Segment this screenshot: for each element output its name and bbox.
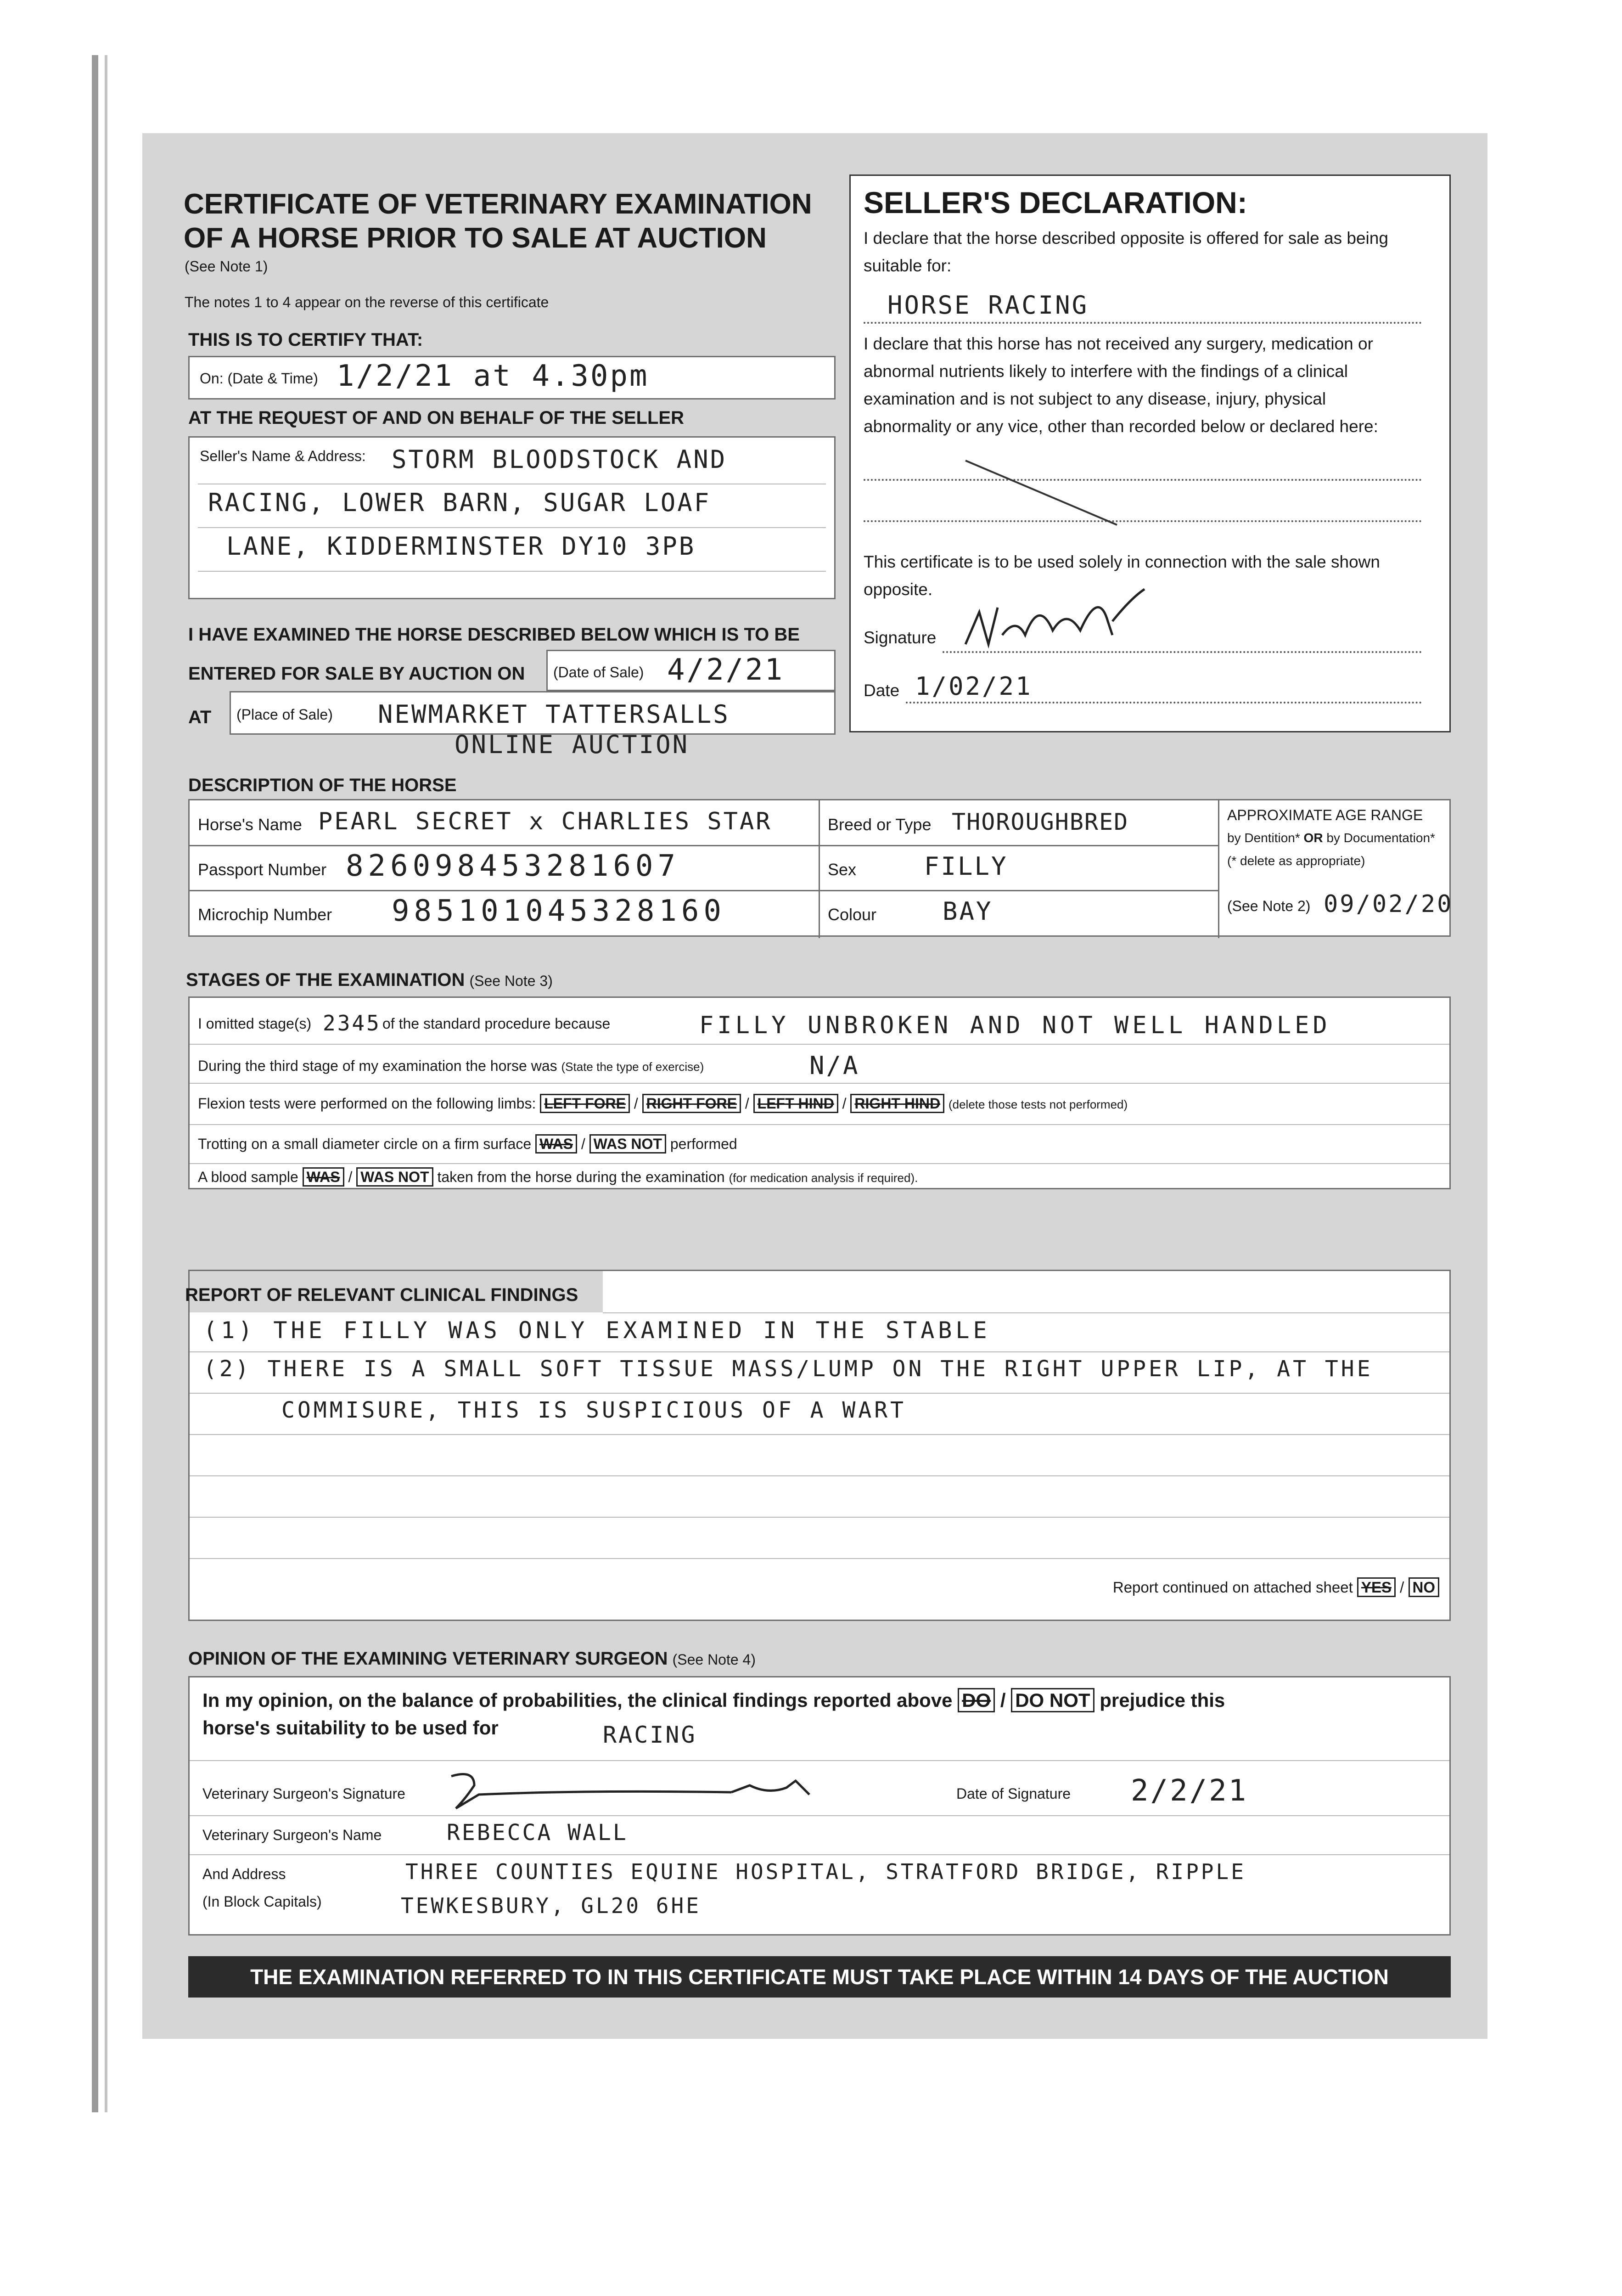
report-heading: REPORT OF RELEVANT CLINICAL FINDINGS [185, 1285, 578, 1305]
stages-rule-1 [190, 1044, 1449, 1045]
declaration-text1-line1: I declare that the horse described opposite is offered for sale as being [864, 229, 1388, 248]
opinion-sep: / [1000, 1689, 1006, 1711]
blood-was-not: WAS NOT [356, 1167, 433, 1187]
description-row-rule-2 [190, 890, 1218, 891]
opinion-heading [188, 1649, 756, 1669]
footer-banner: THE EXAMINATION REFERRED TO IN THIS CERTIFICATE MUST TAKE PLACE WITHIN 14 DAYS OF THE AUCTION [188, 1956, 1451, 1998]
sex-value: FILLY [924, 852, 1008, 881]
flexion-right-fore: RIGHT FORE [642, 1094, 741, 1113]
opinion-text-part2: prejudice this [1100, 1689, 1225, 1711]
declaration-text3-line2: opposite. [864, 580, 933, 599]
opinion-heading-text: OPINION OF THE EXAMINING VETERINARY SURGEON [188, 1649, 668, 1669]
declaration-text2-line1: I declare that this horse has not received any surgery, medication or [864, 334, 1373, 353]
opinion-used-for: RACING [603, 1722, 697, 1748]
place-of-sale-box [230, 691, 836, 735]
blood-row [198, 1169, 918, 1186]
description-row-rule-1 [190, 845, 1218, 846]
trotting-was: WAS [535, 1134, 577, 1154]
seller-declaration-heading: SELLER'S DECLARATION: [864, 186, 1247, 219]
seller-address-line3: LANE, KIDDERMINSTER DY10 3PB [226, 532, 696, 561]
opinion-text-line2: horse's suitability to be used for [202, 1717, 499, 1739]
trotting-row [198, 1136, 737, 1153]
seller-declaration-box [849, 174, 1451, 732]
seller-rule-2 [198, 527, 826, 528]
declaration-text3-line1: This certificate is to be used solely in connection with the sale shown [864, 552, 1380, 571]
description-heading: DESCRIPTION OF THE HORSE [188, 775, 457, 795]
omitted-value: 2345 [323, 1011, 381, 1035]
age-or: OR [1303, 831, 1323, 845]
seller-address-line1: STORM BLOODSTOCK AND [392, 445, 727, 474]
certificate-sheet [142, 133, 1487, 2039]
vet-signature-label: Veterinary Surgeon's Signature [202, 1785, 405, 1802]
declaration-text1-line2: suitable for: [864, 256, 952, 275]
report-rule-6 [190, 1558, 1449, 1559]
flexion-sep-3: / [842, 1095, 847, 1112]
breed-label: Breed or Type [828, 815, 932, 834]
date-of-signature-label: Date of Signature [956, 1785, 1071, 1802]
opinion-rule-2 [190, 1815, 1449, 1816]
opinion-text-line1 [202, 1689, 1225, 1711]
place-of-sale-line1: NEWMARKET TATTERSALLS [378, 700, 730, 729]
report-continued-sep: / [1400, 1579, 1404, 1596]
certificate-title [184, 187, 812, 255]
place-of-sale-line2: ONLINE AUCTION [455, 730, 690, 759]
sex-label: Sex [828, 860, 857, 879]
trotting-suffix: performed [670, 1136, 737, 1152]
third-stage-hint: (State the type of exercise) [561, 1060, 704, 1074]
report-continued-no: NO [1409, 1577, 1440, 1597]
opinion-text-part1: In my opinion, on the balance of probabilities, the clinical findings reported above [202, 1689, 953, 1711]
seller-signature [961, 580, 1163, 658]
breed-value: THOROUGHBRED [952, 809, 1129, 835]
flexion-sep-1: / [634, 1095, 638, 1112]
opinion-do-not: DO NOT [1011, 1688, 1094, 1712]
date-of-signature-value: 2/2/21 [1131, 1774, 1248, 1808]
examined-line2: ENTERED FOR SALE BY AUCTION ON [188, 664, 525, 684]
trotting-was-not: WAS NOT [589, 1134, 666, 1154]
age-method [1227, 831, 1435, 845]
blood-was: WAS [303, 1167, 344, 1187]
flexion-note: (delete those tests not performed) [948, 1097, 1128, 1111]
date-of-sale-label: (Date of Sale) [553, 664, 644, 681]
passport-label: Passport Number [198, 860, 327, 879]
binder-edge [92, 55, 98, 2112]
declaration-dots-1 [864, 479, 1422, 481]
flexion-left-hind: LEFT HIND [753, 1094, 838, 1113]
at-label: AT [188, 707, 212, 727]
stages-rule-3 [190, 1124, 1449, 1125]
stages-rule-4 [190, 1163, 1449, 1164]
declaration-strike-line [961, 456, 1126, 529]
declaration-text2-line3: examination and is not subject to any disease, injury, physical [864, 389, 1326, 408]
declaration-dots-2 [864, 520, 1422, 522]
stages-heading [186, 970, 553, 990]
omitted-label: I omitted stage(s) [198, 1015, 312, 1032]
horse-name-value: PEARL SECRET x CHARLIES STAR [318, 808, 772, 835]
seller-address-box [188, 436, 836, 599]
vet-address-hint: (In Block Capitals) [202, 1893, 322, 1910]
report-box [185, 1270, 1451, 1621]
blood-sep: / [348, 1169, 353, 1185]
age-by-documentation: by Documentation* [1326, 831, 1435, 845]
microchip-value: 985101045328160 [392, 894, 726, 928]
trotting-label: Trotting on a small diameter circle on a firm surface [198, 1136, 532, 1152]
age-heading: APPROXIMATE AGE RANGE [1227, 807, 1423, 823]
seller-date-value: 1/02/21 [915, 672, 1033, 701]
stages-box [188, 996, 1451, 1189]
opinion-box [188, 1676, 1451, 1936]
title-see-note: (See Note 1) [185, 258, 268, 275]
stages-heading-text: STAGES OF THE EXAMINATION [186, 970, 465, 990]
stages-rule-2 [190, 1083, 1449, 1084]
vet-signature [447, 1767, 851, 1818]
seller-signature-label: Signature [864, 628, 937, 647]
microchip-label: Microchip Number [198, 905, 332, 924]
report-rule-1 [190, 1351, 1449, 1352]
place-of-sale-label: (Place of Sale) [236, 706, 333, 723]
report-line3: COMMISURE, THIS IS SUSPICIOUS OF A WART [281, 1397, 907, 1423]
certificate-title-line2: OF A HORSE PRIOR TO SALE AT AUCTION [184, 222, 767, 254]
report-continued-label: Report continued on attached sheet [1112, 1579, 1353, 1596]
report-rule-2 [190, 1393, 1449, 1394]
seller-address-line2: RACING, LOWER BARN, SUGAR LOAF [208, 488, 711, 517]
seller-address-label: Seller's Name & Address: [200, 448, 366, 464]
report-line1: (1) THE FILLY WAS ONLY EXAMINED IN THE STABLE [203, 1317, 991, 1344]
opinion-rule-1 [190, 1760, 1449, 1761]
examined-line1: I HAVE EXAMINED THE HORSE DESCRIBED BELOW WHICH IS TO BE [188, 625, 800, 645]
signature-dots [943, 651, 1422, 653]
description-col-rule-1 [819, 800, 820, 938]
blood-label: A blood sample [198, 1169, 298, 1185]
horse-name-label: Horse's Name [198, 815, 302, 834]
age-delete-note: (* delete as appropriate) [1227, 854, 1365, 868]
notes-text: The notes 1 to 4 appear on the reverse of this certificate [185, 294, 549, 310]
blood-suffix: taken from the horse during the examination [437, 1169, 725, 1185]
seller-date-label: Date [864, 681, 900, 700]
declaration-text2-line4: abnormality or any vice, other than recorded below or declared here: [864, 417, 1378, 436]
exam-date-box [188, 356, 836, 400]
blood-note: (for medication analysis if required). [729, 1171, 918, 1185]
stages-see-note: (See Note 3) [469, 973, 553, 989]
binder-edge-inner [105, 55, 107, 2112]
request-heading: AT THE REQUEST OF AND ON BEHALF OF THE SELLER [188, 408, 684, 428]
vet-name-value: REBECCA WALL [447, 1820, 628, 1846]
opinion-rule-3 [190, 1854, 1449, 1855]
third-stage-label [198, 1058, 704, 1075]
flexion-left-fore: LEFT FORE [540, 1094, 630, 1113]
opinion-do: DO [958, 1688, 995, 1712]
exam-date-value: 1/2/21 at 4.30pm [337, 359, 649, 393]
report-line2: (2) THERE IS A SMALL SOFT TISSUE MASS/LUMP ON THE RIGHT UPPER LIP, AT THE [203, 1356, 1373, 1382]
third-stage-text: During the third stage of my examination the horse was [198, 1058, 557, 1074]
vet-name-label: Veterinary Surgeon's Name [202, 1827, 382, 1843]
suitable-for-dots [864, 322, 1422, 324]
flexion-row [198, 1095, 1128, 1112]
vet-address-label: And Address [202, 1866, 286, 1882]
trotting-sep: / [581, 1136, 585, 1152]
report-rule-3 [190, 1434, 1449, 1435]
report-rule-4 [190, 1475, 1449, 1476]
certificate-title-line1: CERTIFICATE OF VETERINARY EXAMINATION [184, 188, 812, 220]
certify-heading: THIS IS TO CERTIFY THAT: [188, 330, 423, 350]
flexion-sep-2: / [745, 1095, 749, 1112]
seller-date-dots [906, 702, 1422, 703]
age-value: 09/02/20 [1324, 890, 1454, 918]
opinion-see-note: (See Note 4) [672, 1651, 756, 1668]
vet-address-line2: TEWKESBURY, GL20 6HE [401, 1893, 701, 1918]
colour-value: BAY [943, 897, 993, 926]
flexion-label: Flexion tests were performed on the following limbs: [198, 1095, 536, 1112]
description-col-rule-2 [1218, 800, 1219, 938]
passport-value: 826098453281607 [346, 849, 680, 883]
omitted-reason: FILLY UNBROKEN AND NOT WELL HANDLED [699, 1012, 1331, 1039]
suitable-for-value: HORSE RACING [887, 291, 1089, 320]
report-continued-yes: YES [1357, 1577, 1396, 1597]
age-see-note: (See Note 2) [1227, 898, 1311, 914]
description-table [188, 799, 1454, 937]
exam-date-label: On: (Date & Time) [200, 370, 318, 387]
omitted-suffix: of the standard procedure because [382, 1015, 611, 1032]
report-rule-0 [603, 1312, 1449, 1313]
declaration-text2-line2: abnormal nutrients likely to interfere with the findings of a clinical [864, 362, 1348, 381]
flexion-right-hind: RIGHT HIND [850, 1094, 944, 1113]
date-of-sale-value: 4/2/21 [667, 653, 785, 687]
vet-address-line1: THREE COUNTIES EQUINE HOSPITAL, STRATFORD BRIDGE, RIPPLE [405, 1859, 1246, 1884]
report-continued-row [1113, 1579, 1439, 1596]
seller-rule-3 [198, 571, 826, 572]
report-rule-5 [190, 1517, 1449, 1518]
third-stage-value: N/A [809, 1051, 860, 1080]
age-by-dentition: by Dentition* [1227, 831, 1300, 845]
colour-label: Colour [828, 905, 877, 924]
date-of-sale-box [546, 650, 836, 691]
